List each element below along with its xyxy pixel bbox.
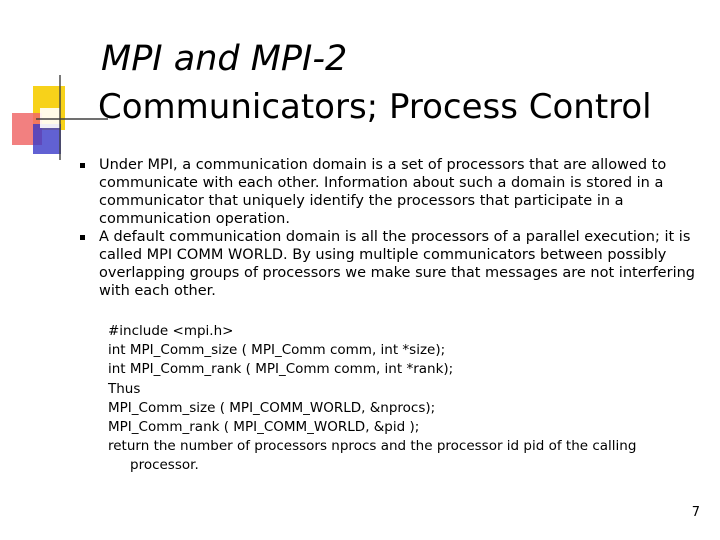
square-bullet-icon	[80, 163, 85, 168]
code-line: MPI_Comm_size ( MPI_COMM_WORLD, &nprocs);	[108, 399, 436, 416]
bullet-item	[80, 156, 700, 228]
page-number: 7	[691, 505, 700, 520]
code-block	[108, 322, 688, 476]
code-line: processor.	[130, 457, 199, 474]
blue-square	[33, 124, 61, 154]
slide-title: MPI and MPI-2	[101, 39, 348, 79]
code-line: MPI_Comm_rank ( MPI_COMM_WORLD, &pid );	[108, 419, 420, 436]
code-line: return the number of processors nprocs and the processor id pid of the calling	[108, 438, 637, 455]
square-bullet-icon	[80, 235, 85, 240]
code-line: int MPI_Comm_rank ( MPI_Comm comm, int *rank);	[108, 361, 454, 378]
code-line: int MPI_Comm_size ( MPI_Comm comm, int *size);	[108, 342, 446, 359]
code-line: Thus	[108, 380, 141, 397]
decorative-squares-graphic	[0, 0, 110, 160]
slide-subtitle: Communicators; Process Control	[98, 87, 652, 127]
bullet-list	[80, 156, 700, 300]
bullet-text: A default communication domain is all the processors of a parallel execution; it is called MPI COMM WORLD. By using multiple communicators between possibly overlapping groups of processors we make sure that messages are not interfering with each other.	[99, 229, 695, 299]
bullet-item	[80, 228, 700, 300]
code-line: #include <mpi.h>	[108, 323, 234, 339]
white-square	[40, 108, 60, 128]
bullet-text: Under MPI, a communication domain is a set of processors that are allowed to communicate with each other. Information about such a domain is stored in a communicator that uniquely identify the processors that participate in a communication operation.	[99, 157, 667, 227]
